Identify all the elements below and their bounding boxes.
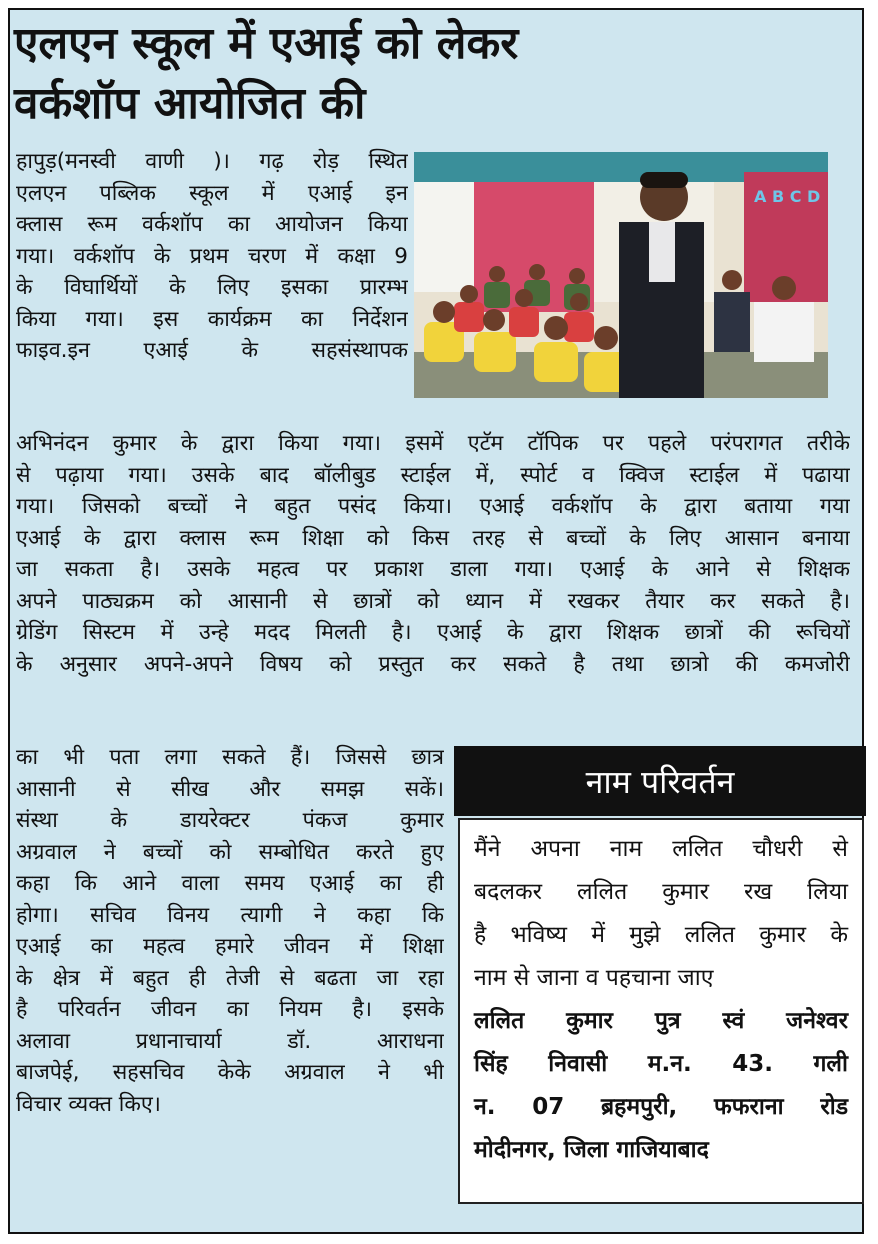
text-line: से पढ़ाया गया। उसके बाद बॉलीबुड स्टाईल में, स्पोर्ट व क्विज स्टाईल में पढाया xyxy=(16,462,850,488)
text-line: एआई का महत्व हमारे जीवन में शिक्षा xyxy=(16,934,444,959)
text-line: के अनुसार अपने-अपने विषय को प्रस्तुत कर सकते है तथा छात्रो की कमजोरी xyxy=(16,651,850,677)
text-line: ग्रेडिंग सिस्टम में उन्हे मदद मिलती है। एआई के द्वारा शिक्षक छात्रों की रूचियों xyxy=(16,620,850,645)
photo-image xyxy=(414,152,828,398)
text-line: एआई के द्वारा क्लास रूम शिक्षा को किस तरह से बच्चों के लिए आसान बनाया xyxy=(16,525,850,551)
notice-address-line: मोदीनगर, जिला गाजियाबाद xyxy=(474,1137,709,1163)
intro-paragraph xyxy=(16,146,408,367)
text-line: विचार व्यक्त किए। xyxy=(16,1091,161,1117)
text-line: हापुड़(मनस्वी वाणी )। गढ़ रोड़ स्थित xyxy=(16,149,408,174)
text-line: बाजपेई, सहसचिव केके अग्रवाल ने भी xyxy=(16,1060,444,1085)
text-line: अपने पाठ्यक्रम को आसानी से छात्रों को ध्यान में रखकर तैयार कर सकते है। xyxy=(16,588,850,614)
text-line: एलएन पब्लिक स्कूल में एआई इन xyxy=(16,180,408,206)
notice-line: नाम से जाना व पहचाना जाए xyxy=(474,965,714,991)
headline-line-2: वर्कशॉप आयोजित की xyxy=(14,78,366,129)
notice-line: मैंने अपना नाम ललित चौधरी से xyxy=(474,836,848,862)
notice-line: है भविष्य में मुझे ललित कुमार के xyxy=(474,922,848,948)
notice-address-line: ललित कुमार पुत्र स्वं जनेश्वर xyxy=(474,1008,848,1034)
text-line: क्लास रूम वर्कशॉप का आयोजन किया xyxy=(16,212,408,237)
text-line: गया। जिसको बच्चों ने बहुत पसंद किया। एआई वर्कशॉप के द्वारा बताया गया xyxy=(16,494,850,519)
text-line: आसानी से सीख और समझ सकें। xyxy=(16,776,444,802)
text-line: अलावा प्रधानाचार्या डॉ. आराधना xyxy=(16,1028,444,1054)
text-line: फाइव.इन एआई के सहसंस्थापक xyxy=(16,338,408,363)
notice-title: नाम परिवर्तन xyxy=(454,746,866,816)
text-line: कहा कि आने वाला समय एआई का ही xyxy=(16,871,444,896)
text-line: होगा। सचिव विनय त्यागी ने कहा कि xyxy=(16,902,444,928)
text-line: का भी पता लगा सकते हैं। जिससे छात्र xyxy=(16,745,444,770)
text-line: अग्रवाल ने बच्चों को सम्बोधित करते हुए xyxy=(16,839,444,865)
headline xyxy=(14,14,854,134)
text-line: है परिवर्तन जीवन का नियम है। इसके xyxy=(16,997,444,1022)
body-paragraph xyxy=(16,428,850,680)
text-line: के विघार्थियों के लिए इसका प्रारम्भ xyxy=(16,275,408,300)
bottom-paragraph xyxy=(16,742,444,1120)
classroom-photo xyxy=(414,152,828,398)
name-change-notice xyxy=(454,746,866,1206)
text-line: संस्था के डायरेक्टर पंकज कुमार xyxy=(16,808,444,833)
text-line: गया। वर्कशॉप के प्रथम चरण में कक्षा 9 xyxy=(16,243,408,269)
notice-address-line: सिंह निवासी म.न. 43. गली xyxy=(474,1051,848,1077)
notice-address-line: न. 07 ब्रहमपुरी, फफराना रोड xyxy=(474,1094,848,1120)
text-line: जा सकता है। उसके महत्व पर प्रकाश डाला गया। एआई के आने से शिक्षक xyxy=(16,557,850,582)
notice-line: बदलकर ललित कुमार रख लिया xyxy=(474,879,848,905)
headline-line-1: एलएन स्कूल में एआई को लेकर xyxy=(14,18,519,69)
text-line: किया गया। इस कार्यक्रम का निर्देशन xyxy=(16,306,408,332)
notice-body xyxy=(458,818,864,1204)
text-line: अभिनंदन कुमार के द्वारा किया गया। इसमें एटॅम टॉपिक पर पहले परंपरागत तरीके xyxy=(16,431,850,456)
board-letters: A B C D xyxy=(754,187,821,206)
text-line: के क्षेत्र में बहुत ही तेजी से बढता जा रहा xyxy=(16,965,444,991)
